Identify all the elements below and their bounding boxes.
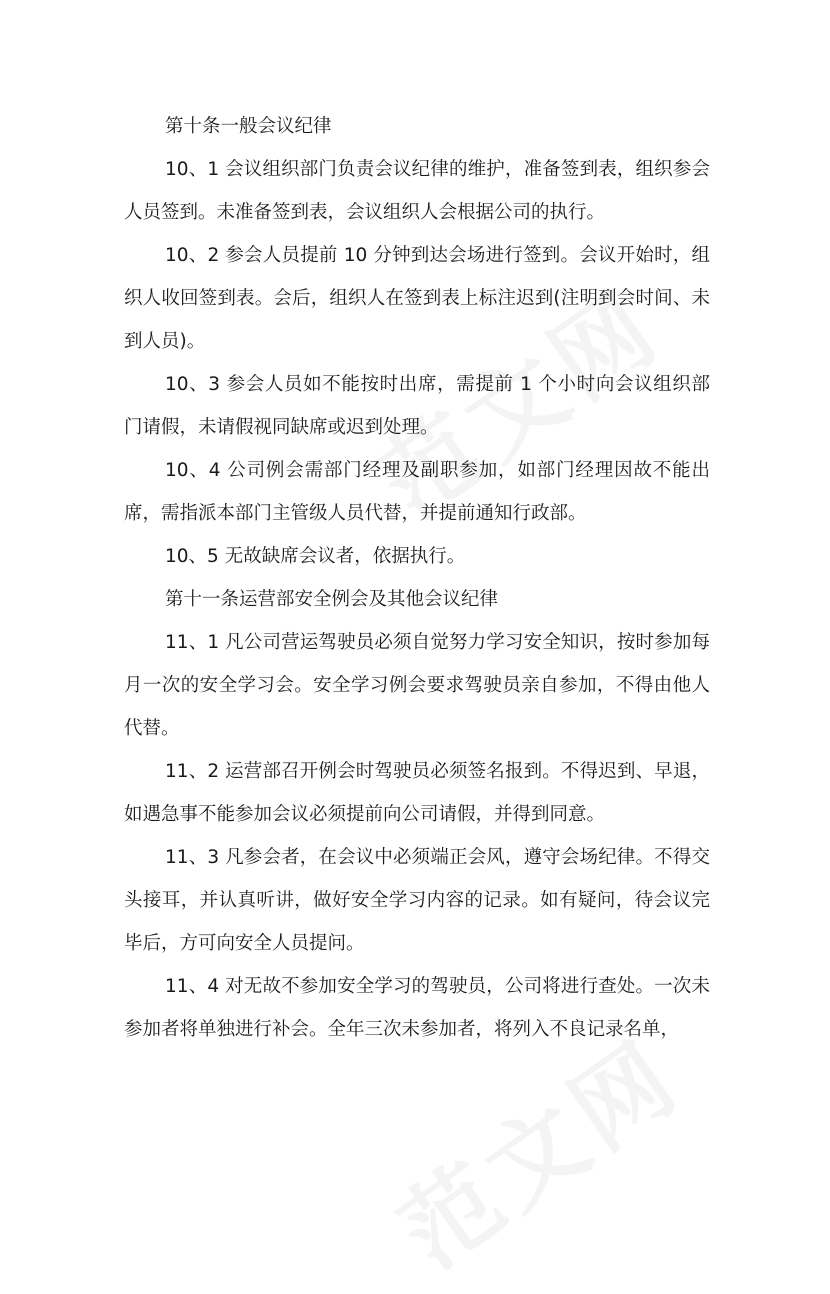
- clause-11-2: 11、2 运营部召开例会时驾驶员必须签名报到。不得迟到、早退，如遇急事不能参加会议必须提前向公司请假，并得到同意。: [124, 761, 710, 825]
- clause-10-3: 10、3 参会人员如不能按时出席，需提前 1 个小时向会议组织部门请假，未请假视同缺席或迟到处理。: [124, 374, 710, 438]
- clause-11-3: 11、3 凡参会者，在会议中必须端正会风，遵守会场纪律。不得交头接耳，并认真听讲，做好安全学习内容的记录。如有疑问，待会议完毕后，方可向安全人员提问。: [124, 847, 710, 954]
- clause-10-1: 10、1 会议组织部门负责会议纪律的维护，准备签到表，组织参会人员签到。未准备签到表，会议组织人会根据公司的执行。: [124, 159, 710, 223]
- section-heading-10: 第十条一般会议纪律: [165, 116, 332, 137]
- document-body: [124, 105, 710, 1051]
- clause-10-5: 10、5 无故缺席会议者，依据执行。: [165, 546, 466, 567]
- section-heading-11: 第十一条运营部安全例会及其他会议纪律: [165, 589, 499, 610]
- clause-10-4: 10、4 公司例会需部门经理及副职参加，如部门经理因故不能出席，需指派本部门主管级人员代替，并提前通知行政部。: [124, 460, 710, 524]
- clause-11-1: 11、1 凡公司营运驾驶员必须自觉努力学习安全知识，按时参加每月一次的安全学习会。安全学习例会要求驾驶员亲自参加，不得由他人代替。: [124, 632, 710, 739]
- clause-11-4: 11、4 对无故不参加安全学习的驾驶员，公司将进行查处。一次未参加者将单独进行补会。全年三次未参加者，将列入不良记录名单，: [124, 976, 710, 1040]
- clause-10-2: 10、2 参会人员提前 10 分钟到达会场进行签到。会议开始时，组织人收回签到表。会后，组织人在签到表上标注迟到(注明到会时间、未到人员)。: [124, 245, 710, 352]
